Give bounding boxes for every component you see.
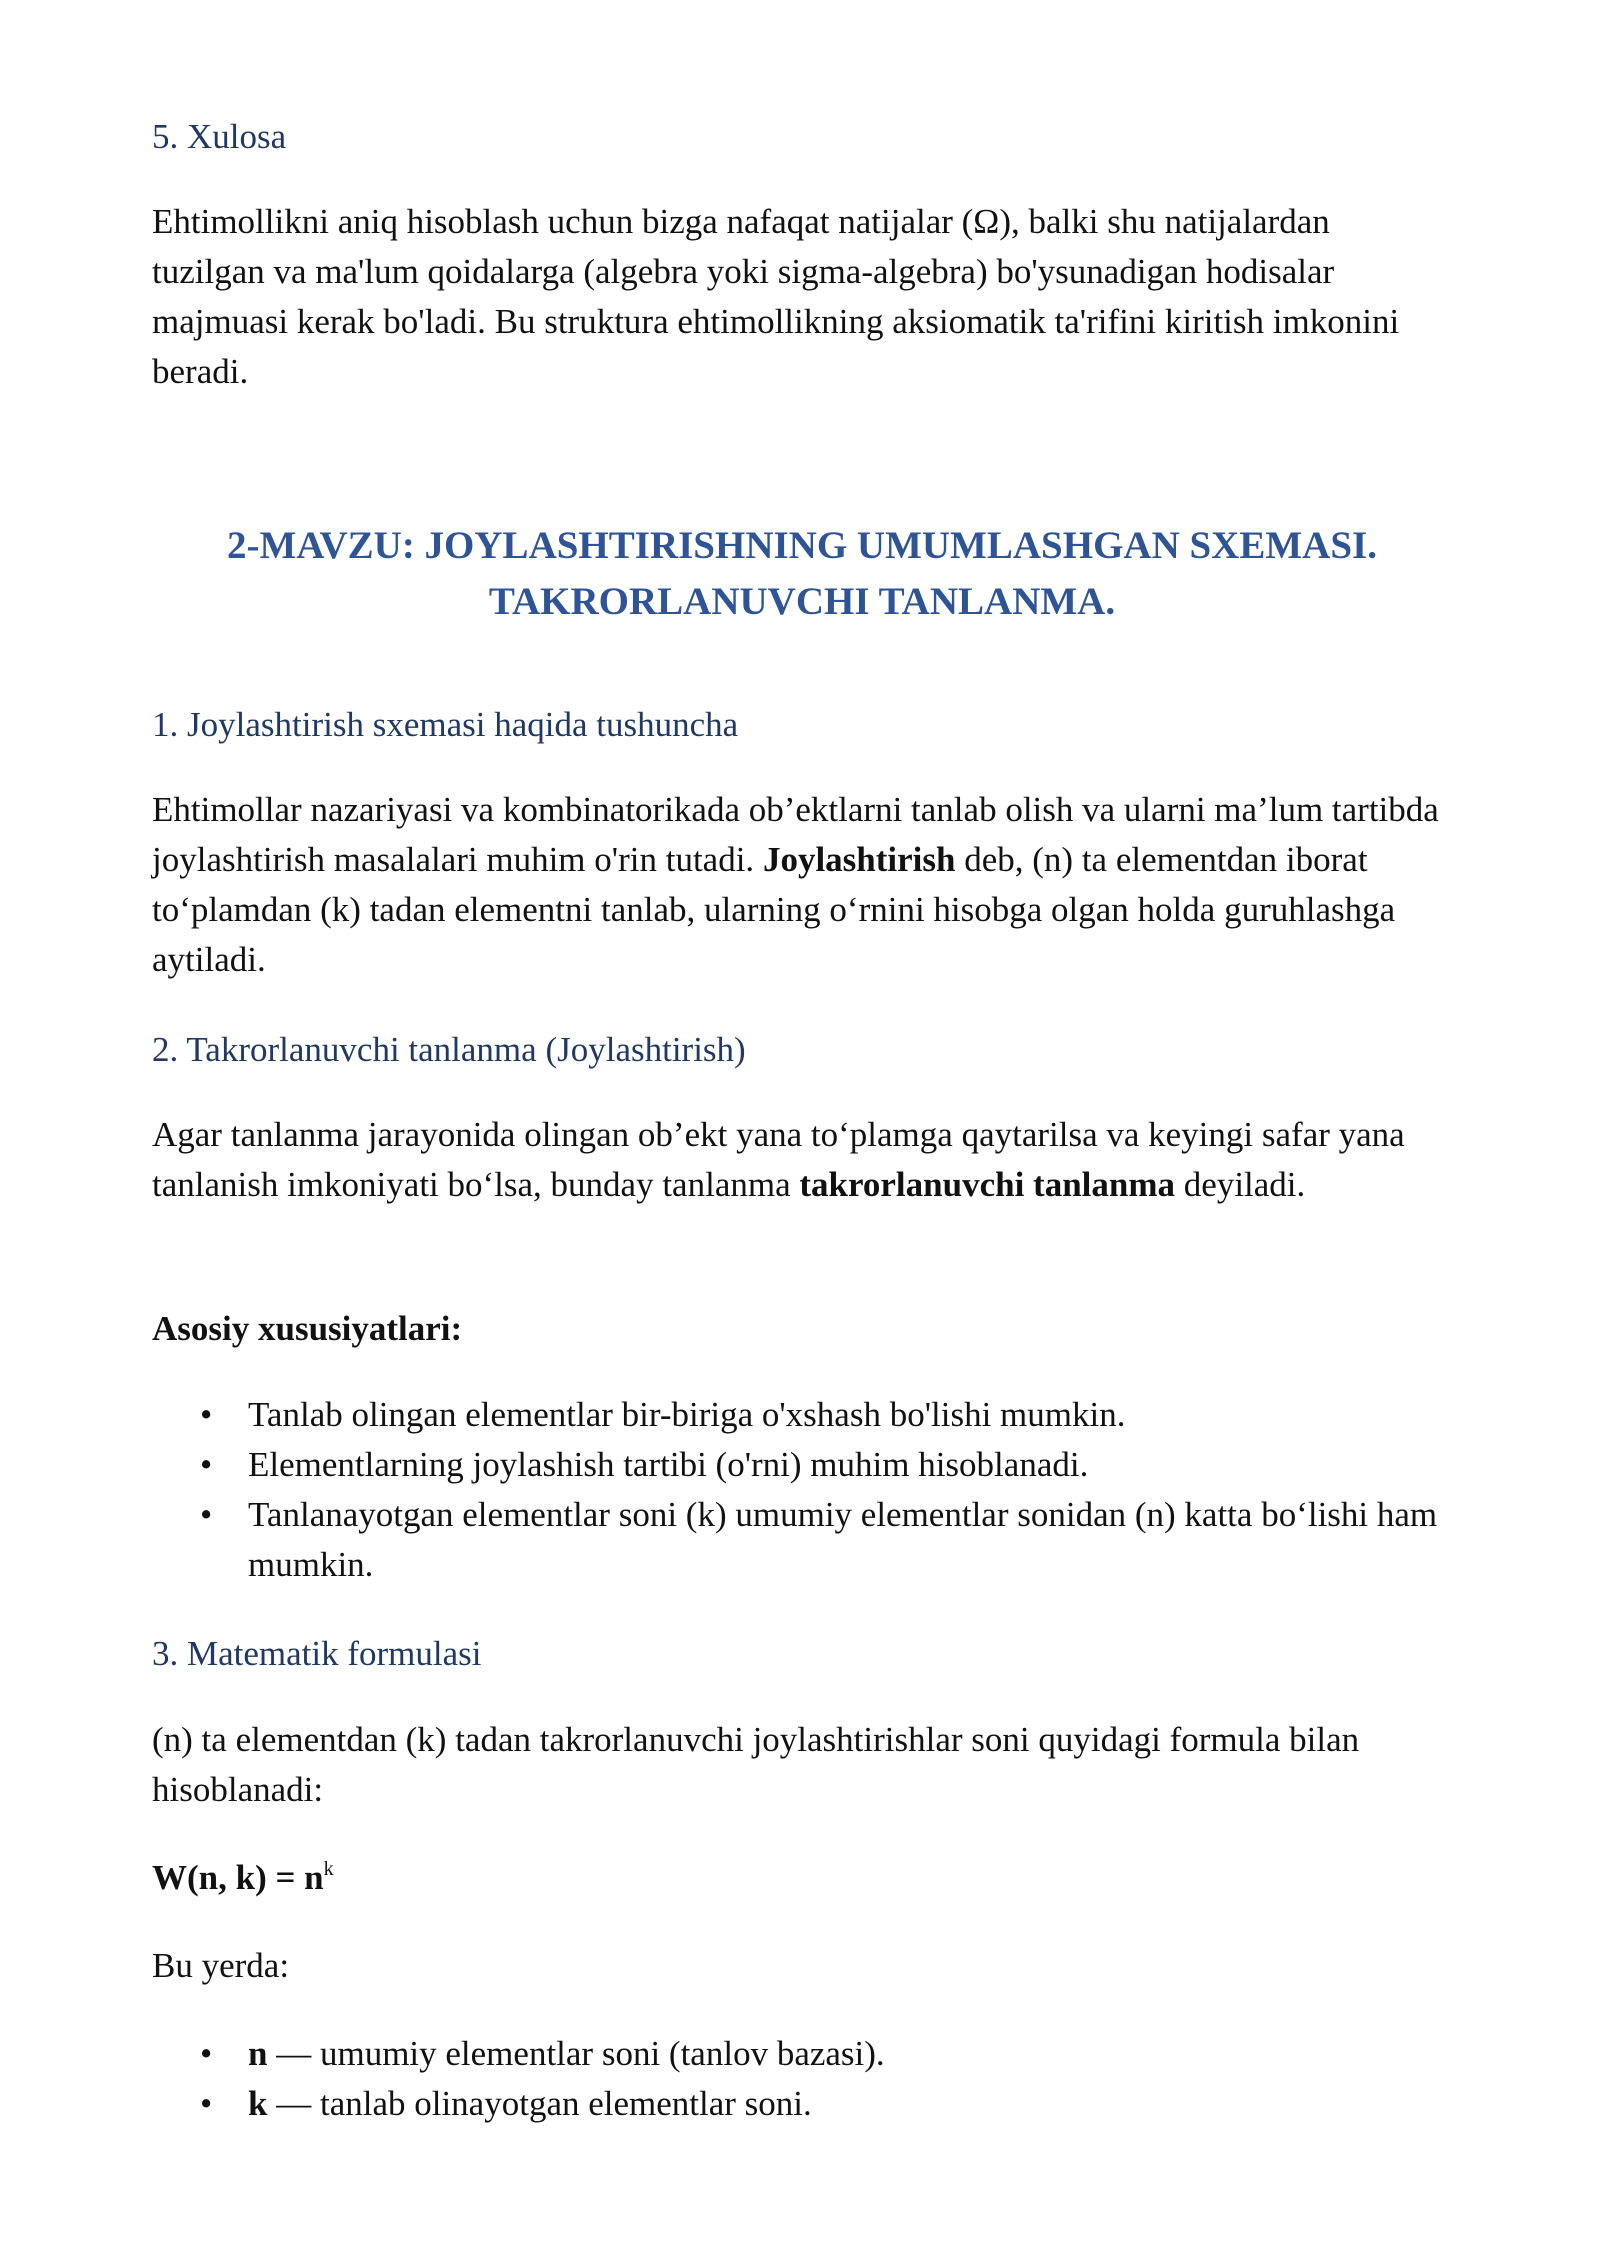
section-2-text-after: deyiladi. — [1175, 1165, 1306, 1204]
section-2-paragraph — [152, 1110, 1442, 1210]
list-item — [152, 2029, 1448, 2079]
formula-exponent: k — [323, 1858, 334, 1880]
section-1-bold-term: Joylashtirish — [762, 840, 956, 879]
list-item — [152, 2079, 1448, 2129]
section-5-heading: 5. Xulosa — [152, 117, 287, 156]
section-1-heading: 1. Joylashtirish sxemasi haqida tushuncha — [152, 705, 739, 744]
formula — [152, 1853, 1442, 1903]
topic-title-line-1: 2-MAVZU: JOYLASHTIRISHNING UMUMLASHGAN SXEMASI. — [227, 524, 1377, 567]
list-item-text: Elementlarning joylashish tartibi (o'rni) muhim hisoblanadi. — [248, 1445, 1089, 1484]
list-item-text: Tanlanayotgan elementlar soni (k) umumiy elementlar sonidan (n) katta bo‘lishi ham mumkin. — [248, 1495, 1438, 1584]
bullet-icon: • — [200, 2084, 213, 2123]
section-1-text-after: deb, (n) ta elementdan iborat to‘plamdan (k) tadan elementni tanlab, ularning o‘rnini hisobga olgan holda guruhlashga aytiladi. — [152, 840, 1396, 979]
bullet-icon: • — [200, 1395, 213, 1434]
properties-label-text: Asosiy xususiyatlari: — [152, 1309, 463, 1348]
list-item-text: Tanlab olingan elementlar bir-biriga o'xshash bo'lishi mumkin. — [248, 1395, 1126, 1434]
bullet-icon: • — [200, 1495, 213, 1534]
section-2-bold-term: takrorlanuvchi tanlanma — [799, 1165, 1176, 1204]
definition-text: — umumiy elementlar soni (tanlov bazasi). — [267, 2034, 885, 2073]
definitions-list — [152, 2029, 1448, 2129]
formula-base: W(n, k) = n — [152, 1858, 324, 1897]
properties-label — [152, 1304, 1442, 1354]
list-item — [152, 1440, 1448, 1490]
topic-title-line-2: TAKRORLANUVCHI TANLANMA. — [488, 580, 1116, 623]
definition-term: n — [248, 2034, 268, 2073]
list-item — [152, 1490, 1448, 1590]
section-1-paragraph — [152, 785, 1442, 985]
section-3-heading: 3. Matematik formulasi — [152, 1634, 482, 1673]
definition-term: k — [248, 2084, 268, 2123]
bullet-icon: • — [200, 2034, 213, 2073]
section-2-text-before: Agar tanlanma jarayonida olingan ob’ekt yana to‘plamga qaytarilsa va keyingi safar yana tanlanish imkoniyati bo‘lsa, bunday tanlanma — [152, 1115, 1405, 1204]
where-label: Bu yerda: — [152, 1946, 290, 1985]
section-2-heading: 2. Takrorlanuvchi tanlanma (Joylashtirish) — [152, 1030, 746, 1069]
section-1-text-before: Ehtimollar nazariyasi va kombinatorikada ob’ektlarni tanlab olish va ularni ma’lum tartibda joylashtirish masalalari muhim o'rin tutadi. — [152, 790, 1439, 879]
properties-list — [152, 1390, 1448, 1590]
section-5-paragraph: Ehtimollikni aniq hisoblash uchun bizga nafaqat natijalar (Ω), balki shu natijalardan tuzilgan va ma'lum qoidalarga (algebra yoki sigma-algebra) bo'ysunadigan hodisalar majmuasi kerak bo'ladi. Bu struktura ehtimollikning aksiomatik ta'rifini kiritish imkonini beradi. — [152, 202, 1400, 391]
list-item — [152, 1390, 1448, 1440]
bullet-icon: • — [200, 1445, 213, 1484]
section-3-paragraph: (n) ta elementdan (k) tadan takrorlanuvchi joylashtirishlar soni quyidagi formula bilan hisoblanadi: — [152, 1720, 1360, 1809]
definition-text: — tanlab olinayotgan elementlar soni. — [267, 2084, 812, 2123]
